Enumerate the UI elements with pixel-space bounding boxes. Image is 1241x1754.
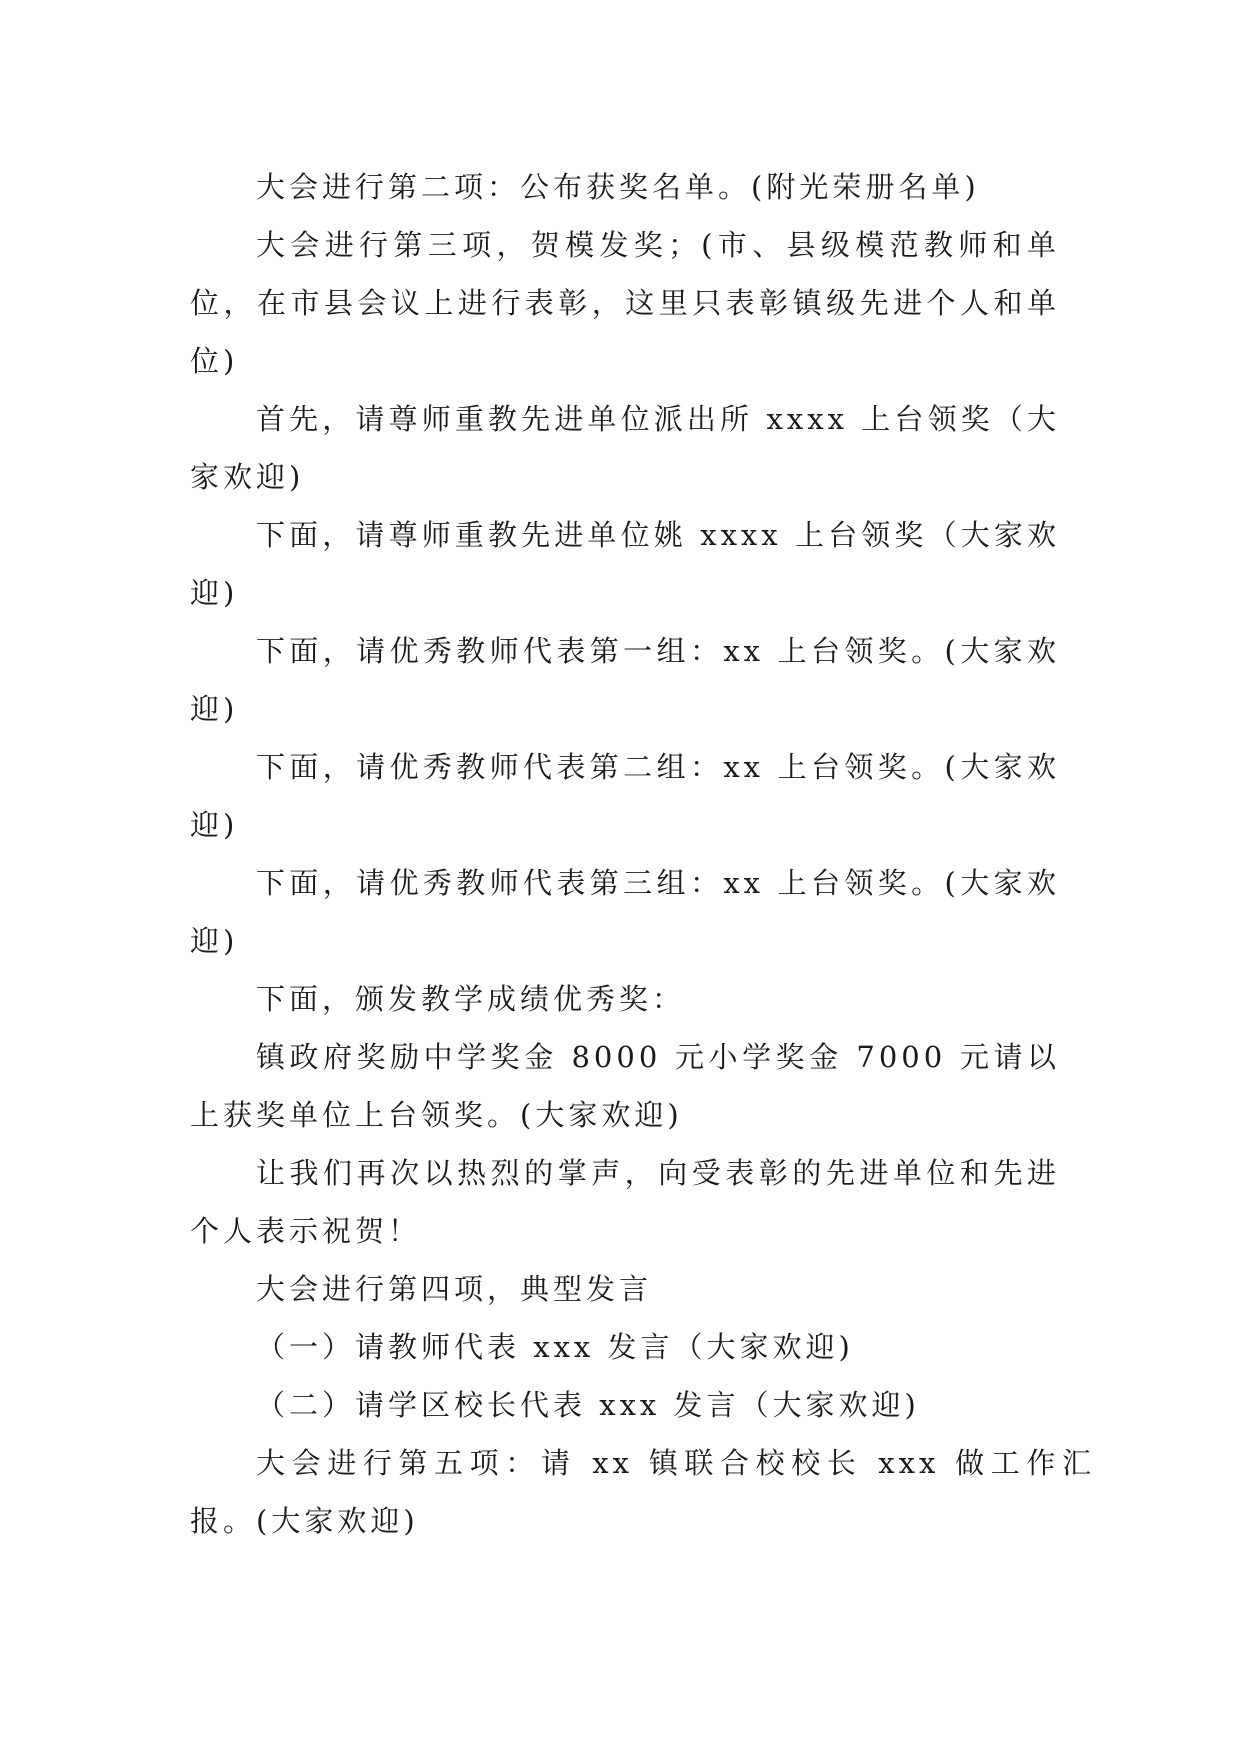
paragraph-applause: 让我们再次以热烈的掌声，向受表彰的先进单位和先进个人表示祝贺！ bbox=[190, 1156, 1060, 1248]
paragraph-teacher-group-1: 下面，请优秀教师代表第一组：xx 上台领奖。(大家欢迎) bbox=[190, 634, 1060, 726]
document-body bbox=[190, 158, 1095, 1550]
paragraph-speech-2: （二）请学区校长代表 xxx 发言（大家欢迎) bbox=[256, 1388, 920, 1422]
paragraph-bonus: 镇政府奖励中学奖金 8000 元小学奖金 7000 元请以上获奖单位上台领奖。(大家欢迎) bbox=[190, 1040, 1060, 1132]
paragraph-second-unit: 下面，请尊师重教先进单位姚 xxxx 上台领奖（大家欢迎) bbox=[190, 518, 1060, 610]
paragraph-teacher-group-2: 下面，请优秀教师代表第二组：xx 上台领奖。(大家欢迎) bbox=[190, 750, 1060, 842]
paragraph-teacher-group-3: 下面，请优秀教师代表第三组：xx 上台领奖。(大家欢迎) bbox=[190, 866, 1060, 958]
paragraph-speech-1: （一）请教师代表 xxx 发言（大家欢迎) bbox=[256, 1330, 854, 1364]
paragraph-item-5: 大会进行第五项：请 xx 镇联合校校长 xxx 做工作汇报。(大家欢迎) bbox=[190, 1446, 1095, 1538]
paragraph-item-4: 大会进行第四项，典型发言 bbox=[256, 1272, 653, 1306]
paragraph-first-unit: 首先，请尊师重教先进单位派出所 xxxx 上台领奖（大家欢迎) bbox=[190, 402, 1060, 494]
paragraph-achievement-award: 下面，颁发教学成绩优秀奖： bbox=[256, 982, 686, 1016]
paragraph-item-3: 大会进行第三项，贺模发奖；(市、县级模范教师和单位，在市县会议上进行表彰，这里只表彰镇级先进个人和单位) bbox=[190, 228, 1060, 378]
paragraph-item-2: 大会进行第二项：公布获奖名单。(附光荣册名单) bbox=[256, 170, 980, 204]
